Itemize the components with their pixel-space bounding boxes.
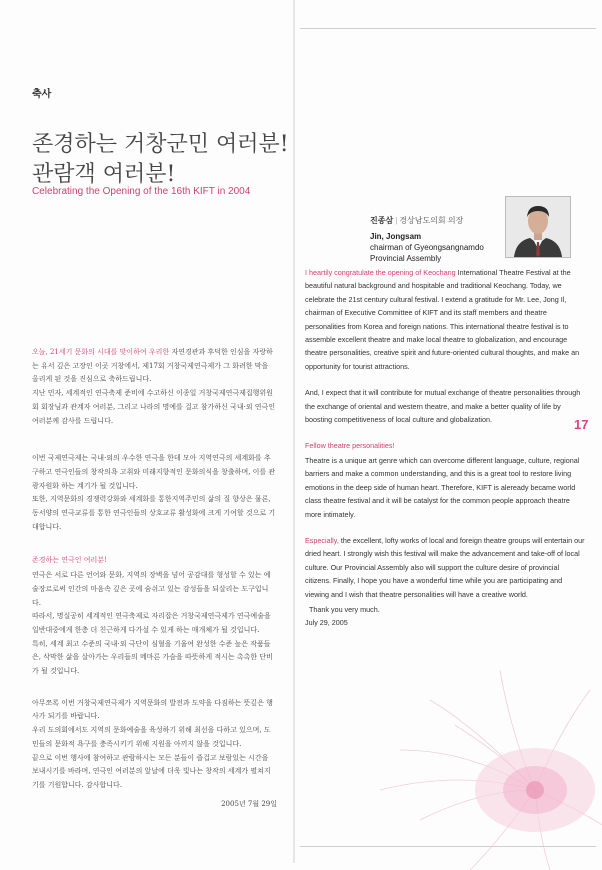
portrait-image (506, 197, 570, 257)
page-subtitle: Celebrating the Opening of the 16th KIFT in 2004 (32, 186, 251, 197)
ko-paragraph: 이번 국제연극제는 국내·외의 우수한 연극을 한데 모아 지역연극의 세계화를 추구하고 연극인들의 창작의욕 고취와 미래지향적인 문화의식을 창출하며, 이를 관광자원화 하는 계기가 될 것입니다. (32, 454, 276, 490)
en-paragraph (305, 534, 585, 601)
ko-paragraph: 아무쪼록 이번 거창국제연극제가 지역문화의 발전과 도약을 다짐하는 뜻깊은 행사가 되기를 바랍니다. (32, 698, 273, 721)
ko-paragraph: 또한, 지역문화의 경쟁력강화와 세계화를 통한지역주민의 삶의 질 향상은 물론, 동서양의 연극교류를 통한 연극인들의 상호교류 활성화에 크게 기여할 것으로 기대합니다. (32, 495, 276, 531)
author-separator: | (395, 216, 398, 225)
flower-decoration (360, 640, 602, 870)
author-name-en: Jin, Jongsam (370, 232, 422, 241)
author-role-en: chairman of Gyeongsangnamdo Provincial Assembly (370, 243, 484, 263)
ko-paragraph: 따라서, 명실공히 세계적인 연극축제로 자리잡은 거창국제연극제가 연극예술을 일반대중에게 한층 더 친근하게 다가설 수 있게 하는 매개체가 될 것입니다. (32, 612, 271, 634)
ko-paragraph: 끝으로 이번 행사에 참여하고 관람하시는 모든 분들이 즐겁고 보람있는 시간을 보내시기를 바라며, 연극인 여러분의 앞날에 더욱 빛나는 창작의 세계가 펼쳐지기를 기원합니다. 감사합니다. (32, 753, 271, 789)
en-date: July 29, 2005 (305, 618, 348, 628)
ko-lead-text: 자연경관과 후덕한 인심을 자랑하는 유서 깊은 고장인 이곳 거창에서, 제17회 거창국제연극제가 그 화려한 막을 올리게 된 것을 진심으로 축하드립니다. (32, 348, 273, 384)
en-paragraph (305, 266, 585, 373)
author-block (370, 215, 500, 264)
ko-paragraph: 특히, 세계 최고 수준의 국내·외 극단이 심혈을 기울여 완성한 수준 높은 작품들은, 삭막한 삶을 살아가는 우리들의 메마른 가슴을 따뜻하게 적시는 촉촉한 단비가 될 것입니다. (32, 639, 273, 676)
en-section-heading: Fellow theatre personalities! (305, 441, 395, 451)
en-thanks: Thank you very much. (309, 604, 380, 614)
en-lead-highlight: I heartily congratulate the opening of Keochang (305, 268, 456, 277)
ko-section-heading: 존경하는 연극인 여러분! (32, 556, 107, 565)
author-role-ko: 경상남도의회 의장 (399, 216, 464, 225)
ko-paragraph (32, 346, 277, 387)
top-rule (300, 28, 596, 29)
ko-paragraph: 우리 도의회에서도 지역의 문화예술을 육성하기 위해 최선을 다하고 있으며, 도민들의 문화적 욕구를 충족시키기 위해 지원을 아끼지 않을 것입니다. (32, 726, 271, 748)
en-paragraph: And, I expect that it will contribute for mutual exchange of theatre personalities through the exchange of oriental and western theatre, and make a better quality of life by boosting competitiveness of local culture and globalization. (305, 388, 581, 425)
korean-address (32, 346, 277, 822)
page-number: 17 (574, 417, 589, 432)
ko-paragraph: 지난 민자, 세계적인 연극축제 준비에 수고하신 이종일 거창국제연극제집행위원회 회장님과 관계자 여러분, 그리고 나라의 명예를 걸고 참가하신 국내·외 연극인 여러분께 감사를 드립니다. (32, 389, 276, 425)
author-portrait (505, 196, 571, 258)
page-gutter (293, 0, 295, 863)
ko-lead-highlight: 오늘, 21세기 문화의 시대를 맞이하여 우리한 (32, 348, 170, 356)
author-name-ko: 진종삼 (370, 216, 394, 225)
section-label: 축사 (32, 89, 52, 100)
en-highlight-especially: Especially, (305, 535, 339, 545)
page-title: 존경하는 거창군민 여러분! 관람객 여러분! (32, 132, 289, 187)
en-paragraph: Theatre is a unique art genre which can overcome different language, culture, regional barriers and make a common understanding, and this is a great tool to restore living emotions in the deep side of human heart. Therefore, KIFT is aleready became world class theatre festival and it will be catalyst for the common people approach theatre more intimately. (305, 455, 580, 519)
ko-paragraph: 연극은 서로 다른 언어와 문화, 지역의 장벽을 넘어 공감대를 형성할 수 있는 예술장르로써 인간의 마음속 깊은 곳에 숨쉬고 있는 감성들을 되살리는 도구입니다. (32, 571, 271, 607)
ko-date: 2005년 7월 29일 (221, 799, 277, 808)
english-address (305, 266, 585, 630)
en-especially-text: the excellent, lofty works of local and foreign theatre groups will entertain our dried heart. I strongly wish this festival will make the advancement and take-off of local culture. Our Provincial Assembly also will support the culture desire of provincial citizens. Finally, I hope you have a wonderful time while you are participating and viewing and I wish that theatre personalities will have a creative world. (305, 535, 585, 599)
en-lead-text: International Theatre Festival at the beautiful natural background and hospitable and traditional Keochang. Today, we celebrate the 21st century cultural festival. I extend a gratitude for Mr. Lee, Jong Il, chairman of Executive Committee of KIFT and its staff members and theatre personalities from Korea and foreign nations. This international theatre festival is to assemble excellent theatre and make local theatre to globalization, and encourage theatre personalities, creative spirit and future-oriented cultural thoughts, and make an opportunity for tourist attractions. (305, 268, 580, 371)
